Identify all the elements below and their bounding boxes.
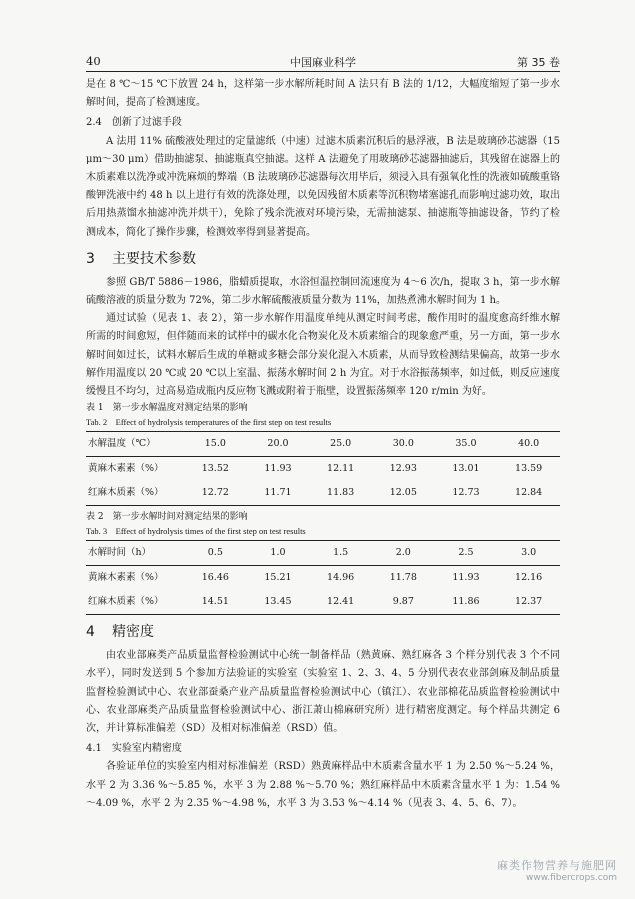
- table-1-col: 30.0: [392, 438, 414, 450]
- table-2-col: 2.5: [458, 547, 474, 559]
- table-cell: 11.86: [452, 596, 480, 608]
- article-body: [86, 76, 560, 813]
- table-cell: 14.51: [201, 596, 229, 608]
- section-3-number: 3: [86, 250, 95, 267]
- watermark: [497, 857, 617, 883]
- table-row: [86, 590, 560, 615]
- table-2: [86, 540, 560, 615]
- table-cell: 11.93: [264, 463, 292, 475]
- table-cell: 12.16: [515, 572, 543, 584]
- section-4-1-heading: 4.1 实验室内精密度: [86, 743, 182, 755]
- table-cell: 11.78: [389, 572, 417, 584]
- table-cell: 12.72: [201, 487, 229, 499]
- table-1-col: 35.0: [455, 438, 477, 450]
- table-cell: 12.05: [389, 487, 417, 499]
- section-2-4-heading: 2.4 创新了过滤手段: [86, 117, 182, 129]
- table-cell: 13.59: [515, 463, 543, 475]
- section-3-para-1: 参照 GB/T 5886－1986，脂蜡质提取，水浴恒温控制回流速度为 4～6 次/h，提取 3 h，第一步水解硫酸溶液的质量分数为 72%，第二步水解硫酸液质量分数为 11%，加热煮沸水解时间为 1 h。: [86, 276, 560, 307]
- table-1-col: 40.0: [518, 438, 540, 450]
- table-1-col: 25.0: [330, 438, 352, 450]
- table-cell: 12.41: [327, 596, 355, 608]
- table-row-label: 黄麻木素素（%）: [88, 463, 164, 475]
- section-3-heading: [86, 248, 560, 270]
- journal-title: 中国麻业科学: [290, 56, 356, 69]
- table-row-label: 红麻木质素（%）: [88, 487, 164, 499]
- section-3-para-2: 通过试验（见表 1、表 2），第一步水解作用温度单纯从测定时间考虑，酸作用时的温度愈高纤维水解所需的时间愈短，但伴随而来的试样中的碳水化合物炭化及木质素缩合的现象愈严重，另一方面，第一步水解时间如过长，试料水解后生成的单糖或多糖会部分炭化混入木质素，从而导致检测结果偏高，故第一步水解作用温度以 20 ℃或 20 ℃以上室温、振荡水解时间 2 h 为宜。对于水浴振荡频率，如过低，则反应速度缓慢且不均匀，过高易造成瓶内反应物飞溅或附着于瓶壁，设置振荡频率 120 r/min 为好。: [86, 313, 560, 398]
- table-row-label: 黄麻木素素（%）: [88, 572, 164, 584]
- intro-paragraph: 是在 8 ℃～15 ℃下放置 24 h，这样第一步水解所耗时间 A 法只有 B 法的 1/12，大幅度缩短了第一步水解时间，提高了检测速度。: [86, 79, 560, 109]
- table-cell: 12.37: [515, 596, 543, 608]
- table-1-caption-en: Tab. 2 Effect of hydrolysis temperatures of the first step on test results: [86, 417, 332, 428]
- table-cell: 13.52: [201, 463, 229, 475]
- table-cell: 12.11: [327, 463, 355, 475]
- watermark-url: www.fibercrops.com: [526, 873, 617, 883]
- table-2-caption-cn: 表 2 第一步水解时间对测定结果的影响: [86, 512, 248, 523]
- section-2-4-text: A 法用 11% 硫酸液处理过的定量滤纸（中速）过滤木质素沉积后的悬浮液，B 法是玻璃砂芯滤器（15 μm～30 μm）借助抽滤泵、抽滤瓶真空抽滤。这样 A 法避免了用玻璃砂芯滤器抽滤后，其残留在滤器上的木质素难以洗净或冲洗麻烦的弊端（B 法玻璃砂芯滤器每次用毕后，须浸入具有强氧化性的洗液如硫酸重铬酸钾洗液中约 48 h 以上进行有效的洗涤处理，以免因残留木质素等沉积物堵塞滤孔而影响过滤功效，取出后用热蒸馏水抽滤冲洗并烘干），免除了残余洗液对环境污染，无需抽滤泵、抽滤瓶等抽滤设备，节约了检测成本，简化了操作步骤，检测效率得到显著提高。: [86, 135, 560, 238]
- table-1: [86, 431, 560, 506]
- table-cell: 12.73: [452, 487, 480, 499]
- table-2-col: 2.0: [395, 547, 411, 559]
- table-2-header-row: [86, 541, 560, 566]
- table-2-col: 0.5: [207, 547, 223, 559]
- table-cell: 13.45: [264, 596, 292, 608]
- table-2-header-label: 水解时间（h）: [88, 547, 152, 559]
- table-2-caption-en: Tab. 3 Effect of hydrolysis times of the first step on test results: [86, 526, 306, 537]
- table-2-col: 1.0: [270, 547, 286, 559]
- section-3-title: 主要技术参数: [112, 250, 196, 267]
- section-4-heading: [86, 621, 560, 643]
- table-1-header-row: [86, 432, 560, 457]
- table-cell: 11.83: [327, 487, 355, 499]
- table-cell: 15.21: [264, 572, 292, 584]
- running-header: [86, 54, 560, 70]
- section-4-number: 4: [86, 624, 95, 641]
- section-4-para-1: 由农业部麻类产品质量监督检验测试中心统一制备样品（熟黄麻、熟红麻各 3 个样分别代表 3 个不同水平），同时发送到 5 个参加方法验证的实验室（实验室 1、2、3、4、5 分别代表农业部剑麻及制品质量监督检验测试中心、农业部蚕桑产业产品质量监督检验测试中心（镇江）、农业部棉花品质监督检验测试中心、农业部麻类产品质量监督检验测试中心、浙江萧山棉麻研究所）进行精密度测定。每个样品共测定 6 次，并计算标准偏差（SD）及相对标准偏差（RSD）值。: [86, 650, 560, 735]
- table-cell: 12.84: [515, 487, 543, 499]
- table-row-label: 红麻木质素（%）: [88, 596, 164, 608]
- section-4-title: 精密度: [112, 624, 154, 641]
- volume-label: 第 35 卷: [517, 56, 560, 69]
- table-cell: 16.46: [201, 572, 229, 584]
- table-cell: 13.01: [452, 463, 480, 475]
- page-number: 40: [86, 54, 101, 68]
- table-row: [86, 566, 560, 591]
- table-1-col: 15.0: [204, 438, 226, 450]
- table-cell: 14.96: [327, 572, 355, 584]
- table-1-header-label: 水解温度（℃）: [88, 438, 156, 450]
- section-4-para-2: 各验证单位的实验室内相对标准偏差（RSD）熟黄麻样品中木质素含量水平 1 为 2.50 %～5.24 %，水平 2 为 3.36 %～5.85 %，水平 3 为 2.88 %～5.70 %；熟红麻样品中木质素含量水平 1 为：1.54 %～4.09 %，水平 2 为 2.35 %～4.98 %，水平 3 为 3.53 %～4.14 %（见表 3、4、5、6、7）。: [86, 761, 560, 809]
- table-row: [86, 481, 560, 506]
- table-cell: 11.93: [452, 572, 480, 584]
- table-cell: 12.93: [389, 463, 417, 475]
- header-rule: [86, 71, 560, 72]
- table-row: [86, 457, 560, 482]
- table-2-col: 1.5: [333, 547, 349, 559]
- table-cell: 11.71: [264, 487, 292, 499]
- table-2-col: 3.0: [521, 547, 537, 559]
- table-1-caption-cn: 表 1 第一步水解温度对测定结果的影响: [86, 403, 248, 414]
- table-1-col: 20.0: [267, 438, 289, 450]
- table-cell: 9.87: [392, 596, 414, 608]
- watermark-site-name: 麻类作物营养与施肥网: [497, 859, 617, 872]
